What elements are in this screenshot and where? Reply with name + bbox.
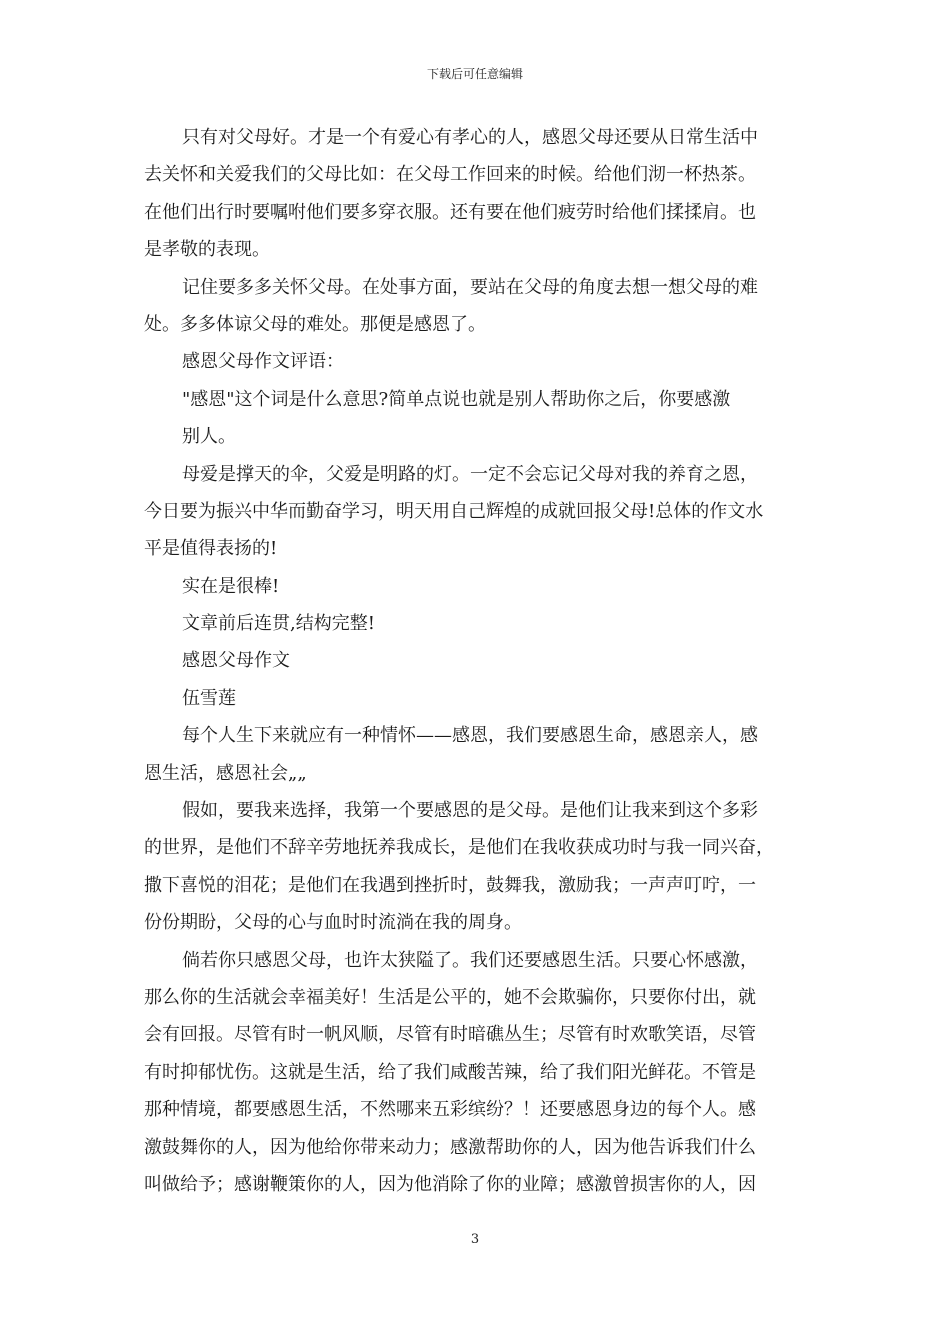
text-line: 去关怀和关爱我们的父母比如：在父母工作回来的时候。给他们沏一杯热茶。: [144, 164, 756, 186]
page-header: 下载后可任意编辑: [426, 67, 523, 81]
text-line: 的世界，是他们不辞辛劳地抚养我成长，是他们在我收获成功时与我一同兴奋，: [144, 837, 774, 859]
text-line: 平是值得表扬的!: [144, 538, 278, 560]
text-line: 倘若你只感恩父母，也许太狭隘了。我们还要感恩生活。只要心怀感激，: [182, 949, 758, 971]
text-line: 只有对父母好。才是一个有爱心有孝心的人，感恩父母还要从日常生活中: [182, 127, 758, 148]
text-line: 感恩父母作文评语：: [182, 351, 344, 373]
text-line: 假如，要我来选择，我第一个要感恩的是父母。是他们让我来到这个多彩: [182, 800, 758, 822]
text-line: 母爱是撑天的伞，父爱是明路的灯。一定不会忘记父母对我的养育之恩，: [182, 463, 758, 485]
text-line: 会有回报。尽管有时一帆风顺，尽管有时暗礁丛生；尽管有时欢歌笑语，尽管: [144, 1024, 756, 1046]
text-line: 有时抑郁忧伤。这就是生活，给了我们咸酸苦辣，给了我们阳光鲜花。不管是: [144, 1061, 756, 1083]
text-line: 今日要为振兴中华而勤奋学习，明天用自己辉煌的成就回报父母!总体的作文水: [144, 500, 764, 522]
text-line: 那种情境，都要感恩生活，不然哪来五彩缤纷？！还要感恩身边的每个人。感: [144, 1099, 756, 1121]
text-line: 激鼓舞你的人，因为他给你带来动力；感激帮助你的人，因为他告诉我们什么: [144, 1136, 756, 1158]
text-line: 叫做给予；感谢鞭策你的人，因为他消除了你的业障；感激曾损害你的人，因: [144, 1173, 756, 1195]
text-line: "感恩"这个词是什么意思?简单点说也就是别人帮助你之后，你要感激: [182, 388, 731, 410]
text-line: 记住要多多关怀父母。在处事方面，要站在父母的角度去想一想父母的难: [182, 276, 758, 298]
text-line: 恩生活，感恩社会„„: [144, 762, 307, 784]
text-line: 是孝敬的表现。: [144, 239, 270, 261]
text-line: 实在是很棒!: [182, 575, 280, 597]
text-line: 文章前后连贯,结构完整!: [182, 613, 375, 635]
text-line: 在他们出行时要嘱咐他们要多穿衣服。还有要在他们疲劳时给他们揉揉肩。也: [144, 201, 756, 223]
page-number: 3: [470, 1232, 480, 1247]
text-line: 感恩父母作文: [182, 650, 290, 672]
document-body: [144, 122, 809, 1206]
text-line: 每个人生下来就应有一种情怀——感恩，我们要感恩生命，感恩亲人，感: [182, 725, 758, 747]
text-line: 处。多多体谅父母的难处。那便是感恩了。: [144, 313, 486, 335]
text-line: 那么你的生活就会幸福美好！生活是公平的，她不会欺骗你，只要你付出，就: [144, 986, 756, 1008]
text-line: 份份期盼，父母的心与血时时流淌在我的周身。: [144, 912, 522, 934]
text-line: 伍雪莲: [182, 687, 236, 709]
text-line: 别人。: [182, 426, 236, 448]
text-line: 撒下喜悦的泪花；是他们在我遇到挫折时，鼓舞我，激励我；一声声叮咛，一: [144, 874, 756, 896]
